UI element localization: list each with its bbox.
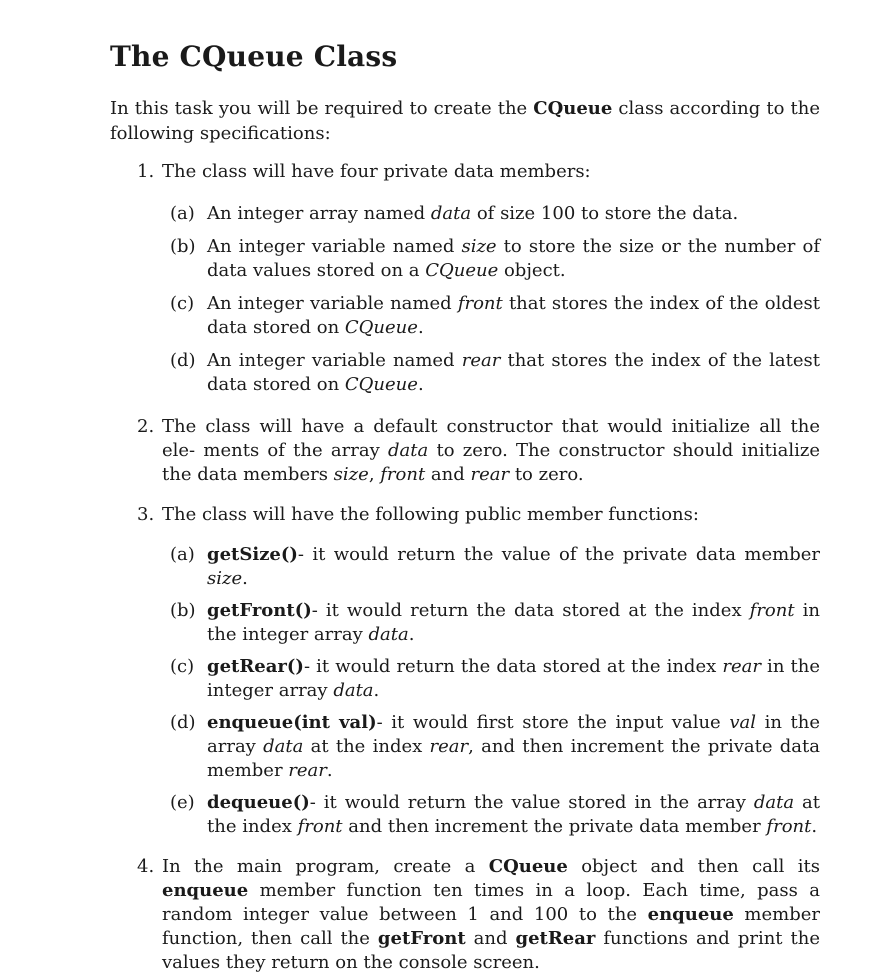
item-text: , (368, 464, 381, 485)
sub-item (162, 292, 820, 340)
sub-label: (d) (170, 712, 196, 733)
item-italic: front (380, 464, 426, 485)
sub-label: (a) (170, 544, 195, 565)
sub-text: - it would first store the input value (376, 712, 730, 733)
sub-italic: front (749, 600, 795, 621)
sub-item (162, 791, 820, 839)
function-name: enqueue(int val) (207, 712, 377, 733)
item-text: The class will have a default constructor that would initialize all the ele- ments of the array (162, 416, 820, 461)
function-name: getSize() (207, 544, 298, 565)
intro-text-end: class according to the following specifications: (110, 98, 820, 144)
sub-label: (b) (170, 600, 196, 621)
item-number: 2. (137, 416, 155, 437)
sub-text: at the index (207, 792, 820, 837)
item-bold: enqueue (162, 880, 249, 901)
sub-italic: data (753, 792, 795, 813)
intro-class-name: CQueue (533, 98, 613, 119)
item-bold: getFront (377, 928, 466, 949)
item-bold: getRear (515, 928, 596, 949)
sub-text: - it would return the value stored in the array (309, 792, 754, 813)
sub-text: An integer variable named (207, 350, 462, 371)
function-name: getRear() (207, 656, 304, 677)
sub-text: in the integer array (207, 600, 820, 645)
page-title: The CQueue Class (110, 40, 398, 73)
item-bold: enqueue (647, 904, 734, 925)
sub-text: . (242, 568, 248, 589)
item-italic: size (333, 464, 369, 485)
spec-item-3 (110, 503, 820, 839)
sub-text: to store the size or the number of data values stored on a (207, 236, 820, 281)
sub-text: that stores the index of the latest data stored on (207, 350, 820, 395)
item-text: The class will have four private data members: (162, 161, 591, 182)
sub-italic: rear (288, 760, 327, 781)
sub-italic: front (766, 816, 812, 837)
sub-text: - it would return the value of the private data member (297, 544, 820, 565)
sub-label: (a) (170, 203, 195, 224)
sub-item (162, 349, 820, 397)
sub-text: object. (498, 260, 566, 281)
sub-italic: CQueue (344, 317, 418, 338)
item-text: to zero. (509, 464, 584, 485)
sub-label: (c) (170, 656, 195, 677)
sub-text: - it would return the data stored at the index (311, 600, 750, 621)
intro-paragraph (110, 96, 820, 146)
sub-italic: CQueue (344, 374, 418, 395)
item-text: and (465, 928, 516, 949)
sub-label: (b) (170, 236, 196, 257)
sub-italic: rear (461, 350, 501, 371)
item-text: The class will have the following public member functions: (162, 504, 699, 525)
sub-text: and then increment the private data member (342, 816, 767, 837)
sub-text: - it would return the data stored at the index (303, 656, 723, 677)
item-number: 4. (137, 856, 155, 877)
sub-label: (d) (170, 350, 196, 371)
sub-italic: data (430, 203, 472, 224)
item-text: and (425, 464, 471, 485)
sub-list (162, 543, 820, 839)
sub-text: that stores the index of the oldest data stored on (207, 293, 820, 338)
sub-item (162, 655, 820, 703)
sub-label: (e) (170, 792, 195, 813)
spec-item-1 (110, 160, 820, 397)
intro-text: In this task you will be required to create the (110, 98, 534, 119)
sub-italic: front (457, 293, 503, 314)
sub-text: . (326, 760, 333, 781)
function-name: getFront() (207, 600, 312, 621)
item-number: 1. (137, 161, 155, 182)
sub-italic: data (263, 736, 304, 757)
sub-item (162, 599, 820, 647)
spec-list (110, 160, 820, 975)
item-number: 3. (137, 504, 155, 525)
sub-italic: rear (722, 656, 761, 677)
sub-text: in the integer array (207, 656, 820, 701)
item-italic: data (388, 440, 429, 461)
sub-italic: front (297, 816, 343, 837)
sub-list (162, 202, 820, 397)
sub-italic: data (333, 680, 374, 701)
spec-item-2 (110, 415, 820, 487)
sub-text: . (408, 624, 415, 645)
item-italic: rear (470, 464, 510, 485)
sub-text: , and then increment the private data member (207, 736, 821, 781)
sub-text: . (373, 680, 380, 701)
sub-text: in the array (207, 712, 821, 757)
sub-text: . (417, 317, 424, 338)
sub-italic: size (207, 568, 243, 589)
sub-italic: data (368, 624, 409, 645)
sub-text: . (417, 374, 424, 395)
sub-text: . (811, 816, 818, 837)
sub-item (162, 711, 820, 783)
spec-item-4 (110, 855, 820, 975)
item-text: In the main program, create a (162, 856, 489, 877)
sub-item (162, 202, 820, 226)
item-text: object and then call its (567, 856, 820, 877)
item-bold: CQueue (488, 856, 568, 877)
item-text: to zero. The constructor should initialize the data members (162, 440, 820, 485)
sub-text: An integer array named (207, 203, 431, 224)
sub-italic: size (461, 236, 497, 257)
sub-italic: rear (429, 736, 469, 757)
sub-italic: val (729, 712, 756, 733)
sub-italic: CQueue (425, 260, 499, 281)
item-text: member function ten times in a loop. Each time, pass a random integer value between 1 and 100 to the (162, 880, 820, 925)
sub-text: of size 100 to store the data. (471, 203, 739, 224)
sub-text: An integer variable named (207, 236, 462, 257)
item-text: member function, then call the (162, 904, 820, 949)
sub-label: (c) (170, 293, 195, 314)
sub-text: at the index (303, 736, 430, 757)
item-text: functions and print the values they return on the console screen. (162, 928, 820, 973)
sub-item (162, 543, 820, 591)
sub-item (162, 235, 820, 283)
sub-text: An integer variable named (207, 293, 458, 314)
function-name: dequeue() (207, 792, 310, 813)
